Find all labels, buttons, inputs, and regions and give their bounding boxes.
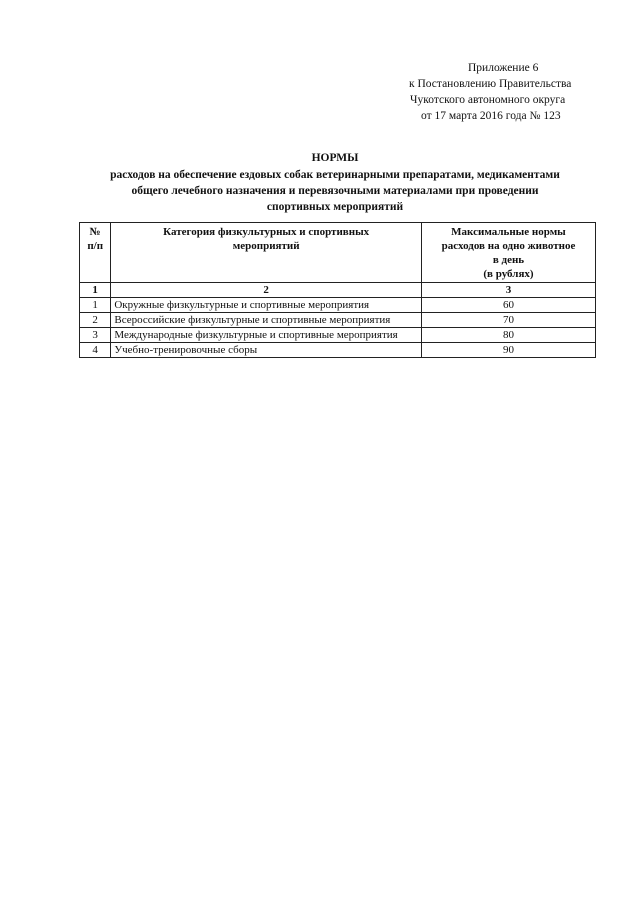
annex-region: Чукотского автономного округа: [410, 94, 566, 106]
row-value: 80: [421, 328, 595, 343]
title-heading: НОРМЫ: [311, 152, 359, 164]
row-category: Всероссийские физкультурные и спортивные мероприятия: [111, 313, 422, 328]
row-value: 70: [421, 313, 595, 328]
row-value: 90: [421, 343, 595, 358]
row-value: 60: [421, 298, 595, 313]
row-number: 4: [80, 343, 111, 358]
header-category-label: Категория физкультурных и спортивных мероприятий: [163, 226, 370, 252]
header-number-pp: п/п: [87, 240, 104, 252]
table-header-row: [80, 223, 596, 283]
index-cell-2: 2: [111, 283, 422, 298]
header-number-sign: №: [89, 226, 101, 238]
table-row: [80, 328, 596, 343]
header-norm-line-3: в день: [492, 254, 525, 266]
header-norm-line-1: Максимальные нормы: [451, 226, 566, 238]
annex-number: Приложение 6: [468, 62, 539, 74]
table-row: [80, 313, 596, 328]
row-number: 3: [80, 328, 111, 343]
title-line-1: расходов на обеспечение ездовых собак ветеринарными препаратами, медикаментами: [110, 169, 560, 181]
table-row: [80, 343, 596, 358]
index-cell-3: 3: [421, 283, 595, 298]
header-norm-line-4: (в рублях): [483, 268, 534, 280]
row-number: 2: [80, 313, 111, 328]
index-cell-1: 1: [80, 283, 111, 298]
header-norm-line-2: расходов на одно животное: [441, 240, 576, 252]
annex-resolution: к Постановлению Правительства: [409, 78, 572, 90]
row-category: Учебно-тренировочные сборы: [111, 343, 422, 358]
annex-date: от 17 марта 2016 года № 123: [421, 110, 561, 122]
annex-reference: [405, 60, 605, 124]
header-category: [111, 223, 422, 283]
norms-table: [79, 222, 596, 358]
row-category: Окружные физкультурные и спортивные мероприятия: [111, 298, 422, 313]
table-index-row: [80, 283, 596, 298]
title-line-2: общего лечебного назначения и перевязочными материалами при проведении: [131, 185, 539, 197]
header-number: [80, 223, 111, 283]
header-norm: [421, 223, 595, 283]
title-line-3: спортивных мероприятий: [266, 201, 404, 213]
table-row: [80, 298, 596, 313]
document-title: [70, 150, 600, 215]
row-number: 1: [80, 298, 111, 313]
row-category: Международные физкультурные и спортивные мероприятия: [111, 328, 422, 343]
